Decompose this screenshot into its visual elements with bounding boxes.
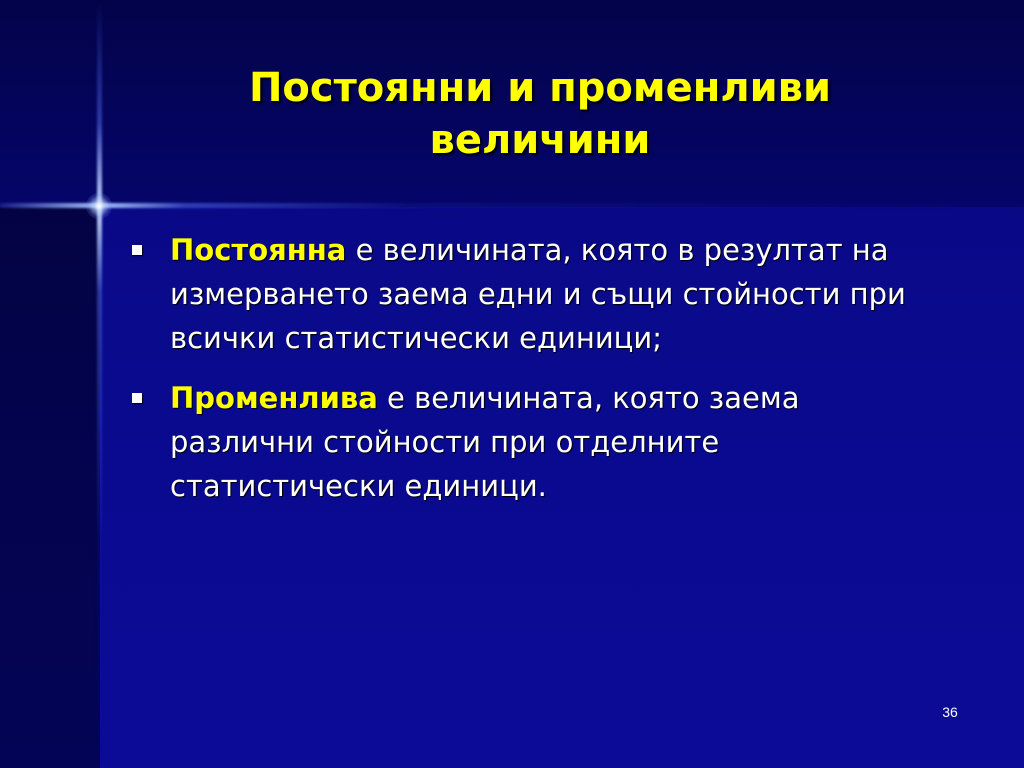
slide-title-line2: величини bbox=[429, 117, 651, 163]
bullet-text: е величината, която заема bbox=[377, 381, 800, 415]
bullet-line: статистически единици. bbox=[170, 469, 547, 503]
bullet-line: всички статистически единици; bbox=[170, 321, 663, 355]
bullet-line: различни стойности при отделните bbox=[170, 425, 720, 459]
slide-title-line1: Постоянни и променливи bbox=[248, 65, 832, 111]
bullet-text: е величината, която в резултат на bbox=[346, 233, 889, 267]
bullet-term: Постоянна bbox=[170, 233, 347, 267]
square-bullet-icon bbox=[132, 245, 142, 255]
bullet-item-constant bbox=[128, 228, 948, 360]
square-bullet-icon bbox=[132, 393, 142, 403]
lens-flare-icon bbox=[86, 193, 112, 219]
flare-vertical-decoration bbox=[97, 0, 102, 768]
bullet-line: измерването заема едни и същи стойности при bbox=[170, 277, 906, 311]
bullet-item-variable bbox=[128, 376, 948, 508]
slide-title bbox=[140, 62, 940, 166]
bullet-line bbox=[170, 376, 948, 420]
page-number: 36 bbox=[942, 704, 958, 720]
bullet-list bbox=[128, 228, 948, 524]
bullet-line bbox=[170, 228, 948, 272]
bullet-term: Променлива bbox=[170, 381, 378, 415]
flare-horizontal-decoration bbox=[0, 203, 1024, 208]
